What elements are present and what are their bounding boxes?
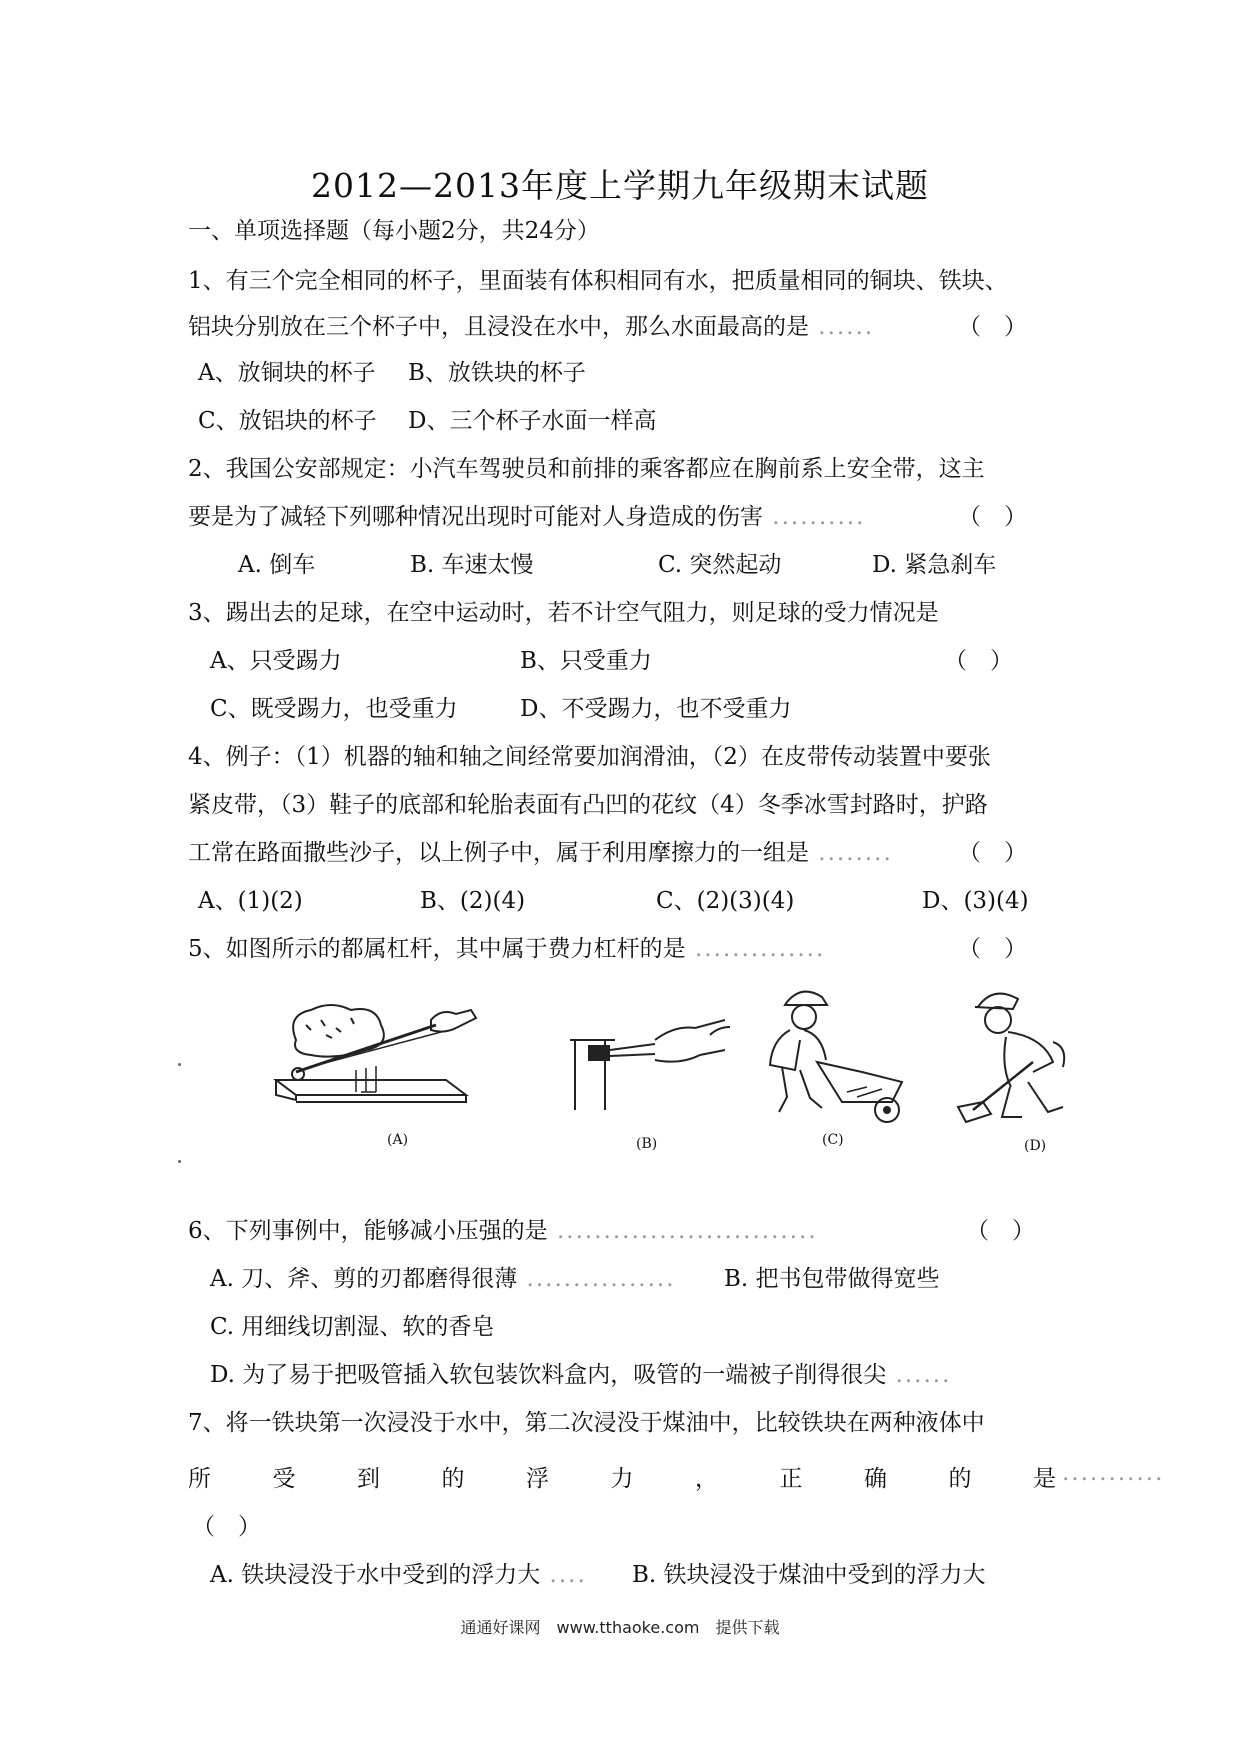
q7-char: 是 [1033, 1466, 1056, 1492]
dot-leader [1062, 1460, 1164, 1486]
q3-option-c: C、既受踢力，也受重力 [210, 696, 458, 722]
q2-stem: 要是为了减轻下列哪种情况出现时可能对人身造成的伤害 [188, 504, 763, 530]
q4-line3 [188, 834, 893, 867]
q7-line1: 7、将一铁块第一次浸没于水中，第二次浸没于煤油中，比较铁块在两种液体中 [188, 1410, 985, 1436]
dot-leader: ........ [809, 840, 893, 866]
lever-figure-d [948, 982, 1108, 1132]
dot-leader: .............. [685, 936, 826, 962]
q6-option-d-text: D. 为了易于把吸管插入软包装饮料盒内，吸管的一端被子削得很尖 [210, 1362, 887, 1388]
q2-option-a: A. 倒车 [238, 552, 316, 578]
figure-b-label: (B) [636, 1136, 658, 1152]
q1-option-a: A、放铜块的杯子 [198, 360, 376, 386]
q4-line1: 4、例子：（1）机器的轴和轴之间经常要加润滑油，（2）在皮带传动装置中要张 [188, 744, 991, 770]
q7-char: 到 [357, 1466, 380, 1492]
q7-char: 力 [610, 1466, 634, 1492]
q1-stem: 铝块分别放在三个杯子中，且浸没在水中，那么水面最高的是 [188, 314, 809, 340]
q1-line1: 1、有三个完全相同的杯子，里面装有体积相同有水，把质量相同的铜块、铁块、 [188, 268, 1008, 294]
q4-option-b: B、(2)(4) [420, 888, 526, 914]
figure-c-label: (C) [822, 1132, 844, 1148]
q5-line1 [188, 930, 825, 963]
dot-leader: ................ [517, 1266, 676, 1292]
figure-d-label: (D) [1024, 1138, 1047, 1154]
q3-option-d: D、不受踢力，也不受重力 [520, 696, 792, 722]
q1-answer-paren: （ ） [958, 314, 1027, 340]
q6-option-d [210, 1356, 951, 1389]
q4-stem: 工常在路面撒些沙子，以上例子中，属于利用摩擦力的一组是 [188, 840, 809, 866]
q1-option-d: D、三个杯子水面一样高 [408, 408, 657, 434]
q7-char: ， [695, 1466, 718, 1492]
q6-option-b: B. 把书包带做得宽些 [724, 1266, 940, 1292]
q1-option-b: B、放铁块的杯子 [408, 360, 586, 386]
q2-option-c: C. 突然起动 [658, 552, 782, 578]
q7-char: 正 [779, 1466, 803, 1492]
q2-line2 [188, 498, 865, 531]
dot-leader-text: ........... [1062, 1460, 1165, 1486]
dot-leader: ...... [886, 1362, 952, 1388]
q7-line2-justified [188, 1460, 1056, 1493]
dot-leader: ............................ [547, 1218, 818, 1244]
q2-option-b: B. 车速太慢 [410, 552, 534, 578]
q2-line1: 2、我国公安部规定：小汽车驾驶员和前排的乘客都应在胸前系上安全带，这主 [188, 456, 985, 482]
q7-char: 确 [864, 1466, 887, 1492]
q7-answer-paren: （ ） [192, 1514, 261, 1540]
page-title: 2012—2013年度上学期九年级期末试题 [311, 166, 929, 205]
q1-option-c: C、放铝块的杯子 [198, 408, 377, 434]
section-heading: 一、单项选择题（每小题2分，共24分） [188, 218, 600, 244]
q6-option-a-text: A. 刀、斧、剪的刃都磨得很薄 [210, 1266, 518, 1292]
q2-option-d: D. 紧急刹车 [872, 552, 997, 578]
footer-credit: 通通好课网 www.tthaoke.com 提供下载 [460, 1618, 780, 1637]
q7-char: 浮 [526, 1466, 549, 1492]
q7-option-b: B. 铁块浸没于煤油中受到的浮力大 [632, 1562, 986, 1588]
scan-speck [178, 1063, 181, 1066]
q5-stem: 5、如图所示的都属杠杆，其中属于费力杠杆的是 [188, 936, 686, 962]
q4-line2: 紧皮带，（3）鞋子的底部和轮胎表面有凸凹的花纹（4）冬季冰雪封路时，护路 [188, 792, 988, 818]
q5-answer-paren: （ ） [958, 936, 1027, 962]
q7-char: 所 [188, 1466, 211, 1492]
lever-figure-a [266, 1000, 506, 1120]
q7-option-a [210, 1556, 587, 1589]
q4-option-c: C、(2)(3)(4) [656, 888, 795, 914]
q6-stem: 6、下列事例中，能够减小压强的是 [188, 1218, 548, 1244]
q1-line2 [188, 308, 874, 341]
q4-option-d: D、(3)(4) [922, 888, 1029, 914]
q2-answer-paren: （ ） [958, 504, 1027, 530]
q4-answer-paren: （ ） [958, 840, 1027, 866]
q3-option-b: B、只受重力 [520, 648, 652, 674]
dot-leader: ...... [809, 314, 875, 340]
q6-option-c: C. 用细线切割湿、软的香皂 [210, 1314, 495, 1340]
q6-answer-paren: （ ） [966, 1218, 1035, 1244]
q4-option-a: A、(1)(2) [198, 888, 303, 914]
q3-option-a: A、只受踢力 [210, 648, 342, 674]
q3-answer-paren: （ ） [944, 648, 1013, 674]
scan-speck [178, 1160, 181, 1163]
q7-char: 的 [948, 1466, 972, 1492]
q7-char: 的 [441, 1466, 465, 1492]
lever-figure-b [560, 1010, 730, 1120]
q7-char: 受 [272, 1466, 296, 1492]
figure-a-label: (A) [387, 1132, 409, 1148]
q6-option-a [210, 1260, 676, 1293]
dot-leader: .......... [763, 504, 866, 530]
lever-figure-c [762, 982, 922, 1132]
q6-line1 [188, 1212, 818, 1245]
dot-leader: .... [540, 1562, 587, 1588]
q7-option-a-text: A. 铁块浸没于水中受到的浮力大 [210, 1562, 541, 1588]
q3-line1: 3、踢出去的足球，在空中运动时，若不计空气阻力，则足球的受力情况是 [188, 600, 939, 626]
